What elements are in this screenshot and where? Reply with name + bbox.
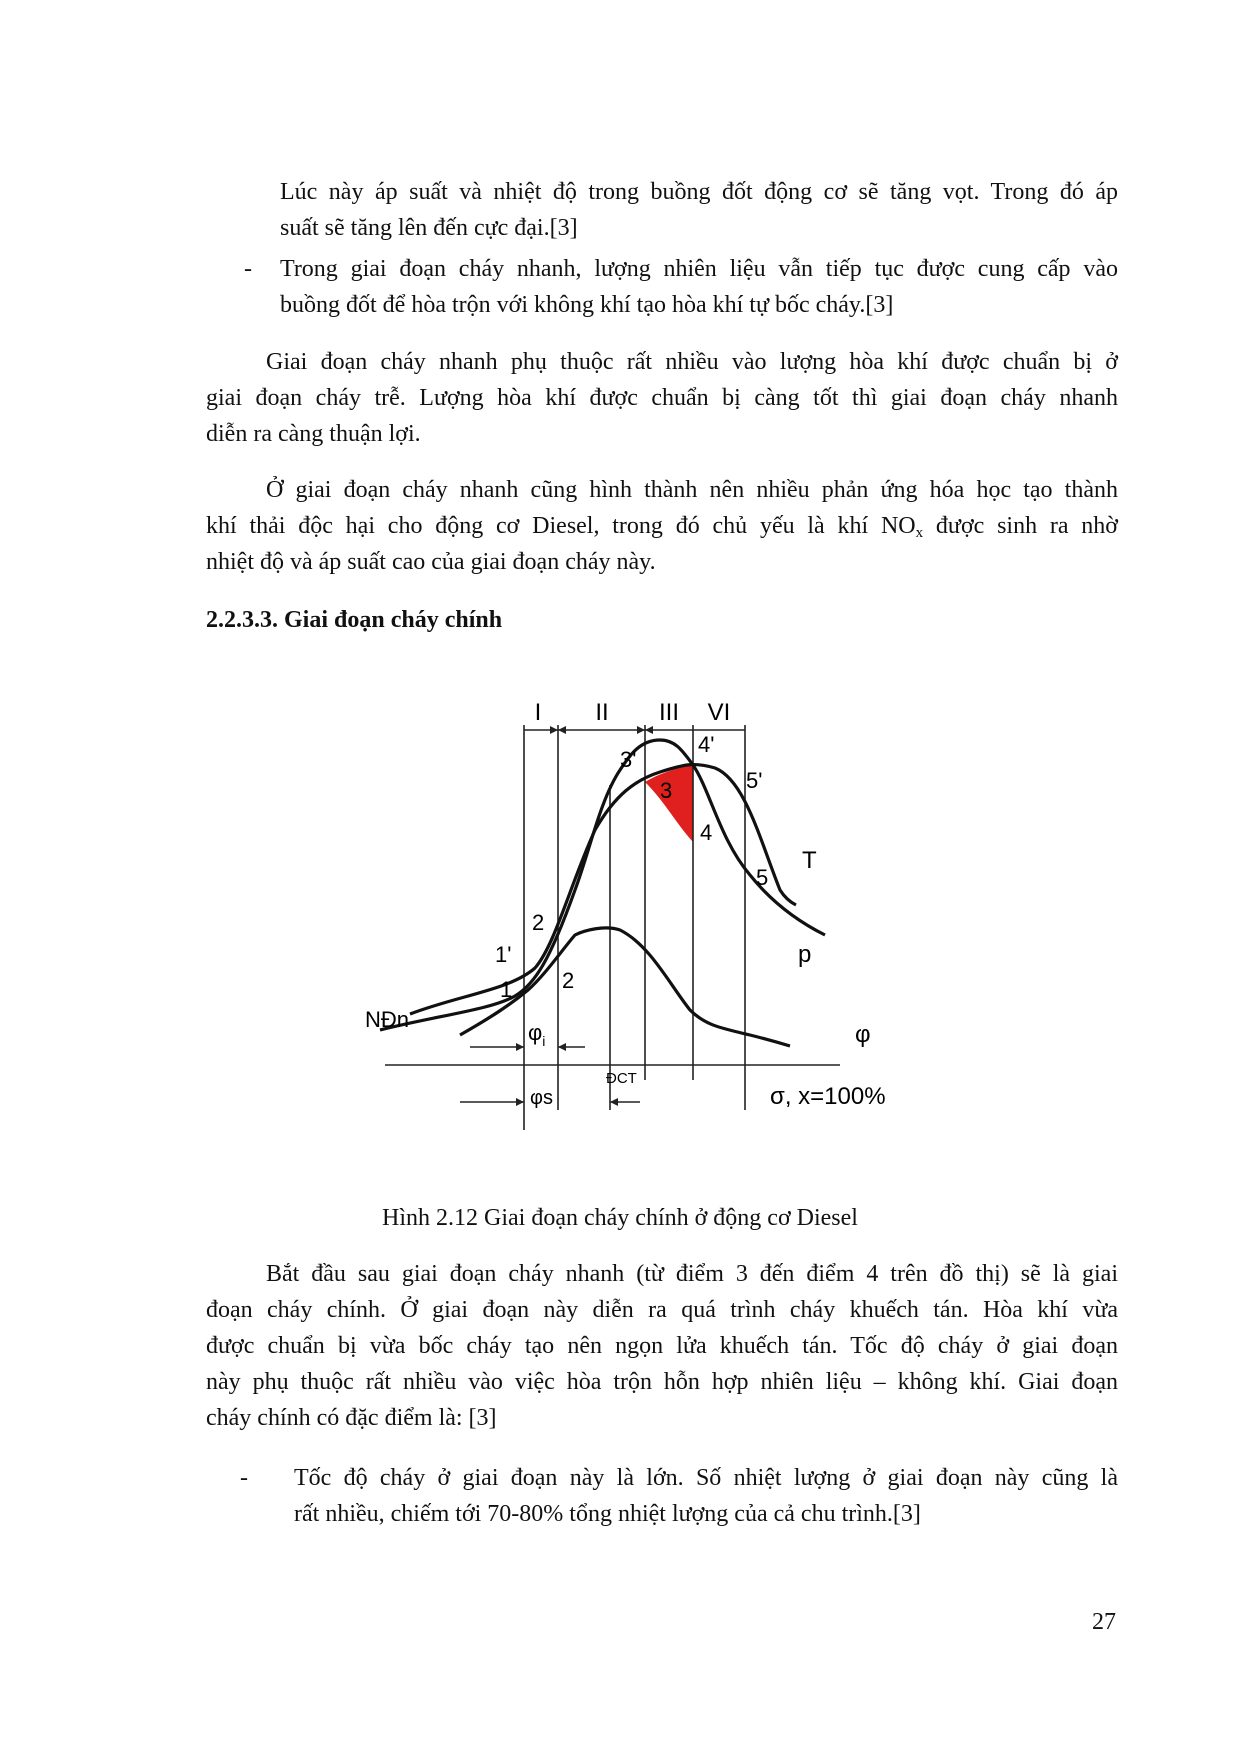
phi-label: φ bbox=[855, 1021, 871, 1048]
phi-s-label: φs bbox=[530, 1087, 553, 1109]
paragraph-line: Giai đoạn cháy nhanh phụ thuộc rất nhiều vào lượng hòa khí được chuẩn bị ở bbox=[266, 349, 1118, 375]
text-fragment: khí thải độc hại cho động cơ Diesel, trong đó chủ yếu là khí NO bbox=[206, 513, 916, 539]
arrow-icon bbox=[637, 726, 645, 734]
main-combustion-region bbox=[645, 765, 693, 842]
point-label: 4' bbox=[698, 732, 715, 757]
paragraph-line: này phụ thuộc rất nhiều vào việc hòa trộn hỗn hợp nhiên liệu – không khí. Giai đoạn bbox=[206, 1369, 1118, 1395]
stage-label: I bbox=[534, 699, 542, 726]
subscript: x bbox=[915, 525, 924, 541]
point-label: 1' bbox=[495, 942, 512, 967]
paragraph-line: Trong giai đoạn cháy nhanh, lượng nhiên liệu vẫn tiếp tục được cung cấp vào bbox=[280, 256, 1118, 282]
point-label: 5' bbox=[746, 768, 763, 793]
arrow-icon bbox=[516, 1043, 524, 1051]
stage-label: III bbox=[658, 699, 680, 726]
arrow-icon bbox=[610, 1098, 618, 1106]
arrow-icon bbox=[550, 726, 558, 734]
stage-label: II bbox=[595, 699, 609, 726]
point-label: 5 bbox=[756, 865, 769, 890]
stage-label: VI bbox=[707, 699, 731, 726]
point-label: 3 bbox=[660, 778, 673, 803]
dct-label: ĐCT bbox=[606, 1070, 637, 1087]
sigma-label: σ, x=100% bbox=[770, 1083, 886, 1110]
t-label: T bbox=[802, 847, 817, 874]
figure-combustion-diagram bbox=[365, 690, 930, 1140]
paragraph-line: diễn ra càng thuận lợi. bbox=[206, 421, 421, 447]
paragraph-line: cháy chính có đặc điểm là: [3] bbox=[206, 1405, 497, 1431]
paragraph-line: giai đoạn cháy trễ. Lượng hòa khí được chuẩn bị càng tốt thì giai đoạn cháy nhanh bbox=[206, 385, 1118, 411]
text-fragment: được sinh ra nhờ bbox=[923, 513, 1118, 539]
paragraph-line bbox=[206, 508, 1118, 544]
paragraph-line: đoạn cháy chính. Ở giai đoạn này diễn ra quá trình cháy khuếch tán. Hòa khí vừa bbox=[206, 1297, 1118, 1323]
arrow-icon bbox=[645, 726, 653, 734]
phi-i-label: $\varphi_i$ bbox=[528, 1020, 546, 1049]
point-label: 3' bbox=[620, 747, 637, 772]
paragraph-line: Bắt đầu sau giai đoạn cháy nhanh (từ điểm 3 đến điểm 4 trên đồ thị) sẽ là giai bbox=[266, 1261, 1118, 1287]
paragraph-line: Lúc này áp suất và nhiệt độ trong buồng đốt động cơ sẽ tăng vọt. Trong đó áp bbox=[280, 179, 1118, 205]
paragraph-line: rất nhiều, chiếm tới 70-80% tổng nhiệt lượng của cả chu trình.[3] bbox=[294, 1501, 921, 1527]
paragraph-line: Tốc độ cháy ở giai đoạn này là lớn. Số nhiệt lượng ở giai đoạn này cũng là bbox=[294, 1465, 1118, 1491]
page-number: 27 bbox=[1092, 1609, 1116, 1635]
nd-label: NĐn bbox=[365, 1007, 410, 1032]
point-label: 2 bbox=[562, 968, 575, 993]
point-label: 1 bbox=[500, 977, 513, 1002]
arrow-icon bbox=[558, 726, 566, 734]
p-label: p bbox=[798, 941, 812, 968]
paragraph-line: suất sẽ tăng lên đến cực đại.[3] bbox=[280, 215, 578, 241]
paragraph-line: được chuẩn bị vừa bốc cháy tạo nên ngọn lửa khuếch tán. Tốc độ cháy ở giai đoạn bbox=[206, 1333, 1118, 1359]
bullet-marker: - bbox=[244, 256, 252, 282]
arrow-icon bbox=[558, 1043, 566, 1051]
paragraph-line: Ở giai đoạn cháy nhanh cũng hình thành nên nhiều phản ứng hóa học tạo thành bbox=[266, 477, 1118, 503]
figure-caption: Hình 2.12 Giai đoạn cháy chính ở động cơ Diesel bbox=[382, 1205, 858, 1231]
bullet-marker: - bbox=[240, 1465, 248, 1491]
paragraph-line: buồng đốt để hòa trộn với không khí tạo hòa khí tự bốc cháy.[3] bbox=[280, 292, 894, 318]
point-label: 4 bbox=[700, 820, 713, 845]
point-label: 2 bbox=[532, 910, 545, 935]
arrow-icon bbox=[516, 1098, 524, 1106]
paragraph-line: nhiệt độ và áp suất cao của giai đoạn cháy này. bbox=[206, 549, 656, 575]
section-heading: 2.2.3.3. Giai đoạn cháy chính bbox=[206, 607, 503, 633]
